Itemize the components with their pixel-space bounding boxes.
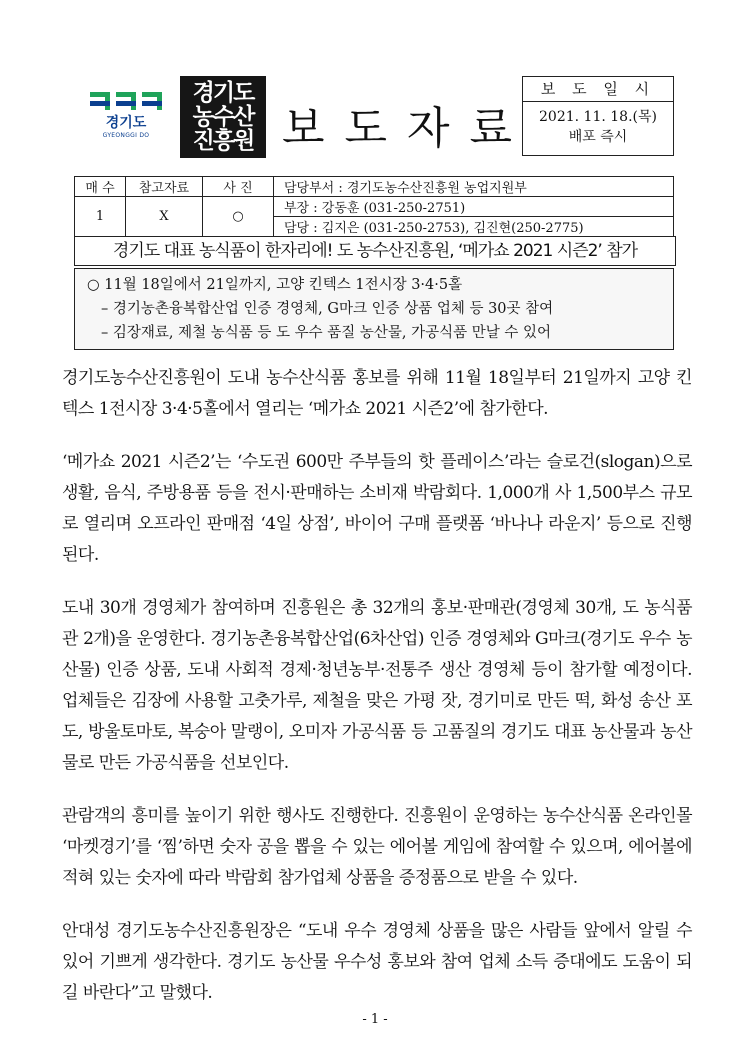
article-body (62, 363, 692, 1031)
agency-logo-line: 진흥원 (192, 128, 254, 154)
gyeonggi-logo (86, 92, 166, 154)
release-date-value: 2021. 11. 18.(목) (539, 109, 657, 125)
release-date-box (522, 76, 674, 156)
summary-line: ○ 11월 18일에서 21일까지, 고양 킨텍스 1전시장 3·4·5홀 (87, 277, 463, 293)
paragraph: 관람객의 흥미를 높이기 위한 행사도 진행한다. 진흥원이 운영하는 농수산식품 온라인몰 ‘마켓경기’를 ‘찜’하면 숫자 공을 뽑을 수 있는 에어볼 게임에 참여할 수 있으며, 에어볼에 적혀 있는 숫자에 따라 박람회 참가업체 상품을 증정품으로 받을 수 있다. (62, 806, 692, 888)
paragraph: 경기도농수산진흥원이 도내 농수산식품 홍보를 위해 11월 18일부터 21일까지 고양 킨텍스 1전시장 3·4·5홀에서 열리는 ‘메가쇼 2021 시즌2’에 참가한다. (62, 368, 692, 419)
release-date-label: 보 도 일 시 (523, 77, 673, 102)
summary-line: – 경기농촌융복합산업 인증 경영체, G마크 인증 상품 업체 등 30곳 참여 (101, 301, 554, 317)
paragraph: 안대성 경기도농수산진흥원장은 “도내 우수 경영체 상품을 많은 사람들 앞에서 알릴 수 있어 기쁘게 생각한다. 경기도 농산물 우수성 홍보와 참여 업체 소득 증대에도 도움이 되길 바란다”고 말했다. (62, 921, 692, 1003)
page-title: 보도자료 (282, 103, 533, 154)
department: 담당부서 : 경기도농수산진흥원 농업지원부 (274, 177, 674, 197)
summary-line: – 김장재료, 제철 농식품 등 도 우수 품질 농산물, 가공식품 만날 수 있어 (101, 325, 551, 341)
pages-header: 매 수 (75, 177, 126, 197)
paragraph: ‘메가쇼 2021 시즌2’는 ‘수도권 600만 주부들의 핫 플레이스’라는 슬로건(slogan)으로 생활, 음식, 주방용품 등을 전시·판매하는 소비재 박람회다. 1,000개 사 1,500부스 규모로 열리며 오프라인 판매점 ‘4일 상점’, 바이어 구매 플랫폼 ‘바나나 라운지’ 등으로 진행된다. (62, 452, 692, 565)
photo-header: 사 진 (203, 177, 274, 197)
pages-value: 1 (75, 197, 126, 237)
agency-logo-line: 농수산 (192, 104, 254, 130)
agency-logo-line: 경기도 (192, 80, 254, 106)
photo-value: ○ (203, 197, 274, 237)
gyeonggi-logo-mark (86, 92, 166, 110)
manager-contact: 부장 : 강동훈 (031-250-2751) (274, 197, 674, 217)
staff-contact: 담당 : 김지은 (031-250-2753), 김진현(250-2775) (274, 217, 674, 237)
headline: 경기도 대표 농식품이 한자리에! 도 농수산진흥원, ‘메가쇼 2021 시즌2’ 참가 (74, 236, 676, 266)
gyeonggi-logo-sub: GYEONGGI DO (102, 132, 150, 139)
paragraph: 도내 30개 경영체가 참여하며 진흥원은 총 32개의 홍보·판매관(경영체 30개, 도 농식품관 2개)을 운영한다. 경기농촌융복합산업(6차산업) 인증 경영체와 G마크(경기도 우수 농산물) 인증 상품, 도내 사회적 경제·청년농부·전통주 생산 경영체 등이 참가할 예정이다. 업체들은 김장에 사용할 고춧가루, 제철을 맞은 가평 잣, 경기미로 만든 떡, 화성 송산 포도, 방울토마토, 복숭아 말랭이, 오미자 가공식품 등 고품질의 경기도 대표 농산물과 농산물로 만든 가공식품을 선보인다. (62, 598, 692, 773)
gyeonggi-logo-name: 경기도 (105, 115, 147, 131)
refs-value: X (126, 197, 203, 237)
agency-logo (180, 76, 266, 158)
release-embargo: 배포 즉시 (568, 129, 628, 145)
agency-logo-text (193, 81, 254, 153)
refs-header: 참고자료 (126, 177, 203, 197)
page-number: - 1 - (362, 1012, 388, 1027)
summary-box (74, 268, 674, 350)
contact-info-table (74, 176, 674, 237)
